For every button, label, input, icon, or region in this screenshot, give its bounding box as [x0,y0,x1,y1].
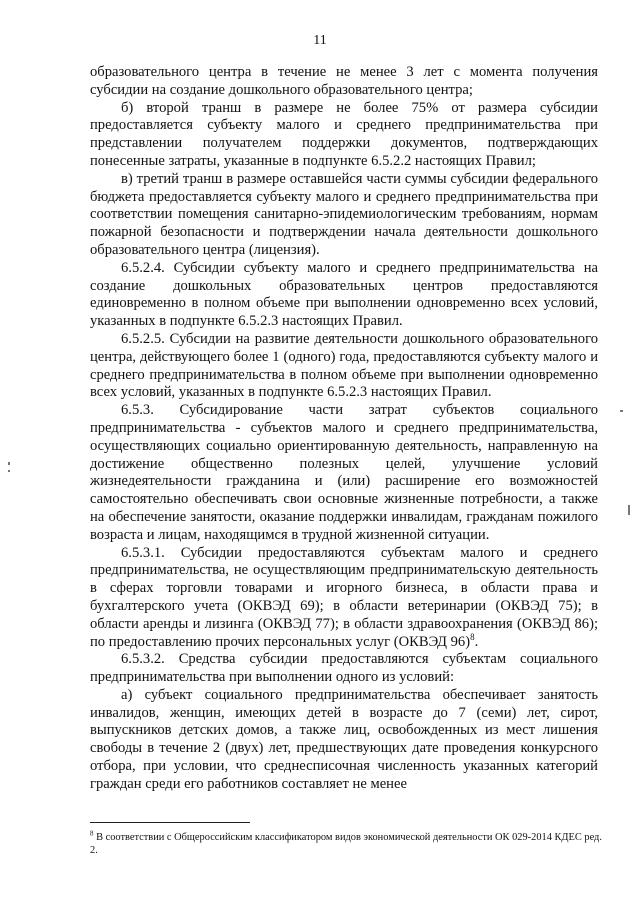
footnote-divider [90,822,250,823]
paragraph: б) второй транш в размере не более 75% от размера субсидии предоставляется субъекту малого и среднего предпринимательства при представлении получателем поддержки документов, подтверждающих понесенные затраты, указанные в подпункте 6.5.2.2 настоящих Правил; [90,99,598,169]
paragraph [90,545,598,652]
paragraph: 6.5.3. Субсидирование части затрат субъектов социального предпринимательства - субъектов малого и среднего предпринимательства, осуществляющих социально ориентированную деятельность, направленную на достижение общественно полезных целей, улучшение условий жизнедеятельности гражданина и (или) расширение его возможностей самостоятельно обеспечивать свои основные жизненные потребности, а также на обеспечение занятости, оказание поддержки инвалидам, гражданам пожилого возраста и лицам, находящимся в трудной жизненной ситуации. [90,402,598,543]
paragraph: а) субъект социального предпринимательства обеспечивает занятость инвалидов, женщин, имеющих детей в возрасте до 7 (семи) лет, сирот, выпускников детских домов, а также лиц, освобожденных из мест лишения свободы в течение 2 (двух) лет, предшествующих дате проведения конкурсного отбора, при условии, что среднесписочная численность указанных категорий граждан среди его работников составляет не менее [90,686,598,792]
body-text [90,64,598,794]
footnote-text: В соответствии с Общероссийским классификатором видов экономической деятельности ОК 029-2014 КДЕС ред. 2. [90,832,602,856]
page-number: 11 [313,33,327,48]
paragraph: 6.5.2.4. Субсидии субъекту малого и среднего предпринимательства на создание дошкольных образовательных центров предоставляются единовременно в полном объеме при выполнении одновременно всех условий, указанных в подпункте 6.5.2.3 настоящих Правил. [90,259,598,330]
footnote [90,831,610,857]
footnote-reference[interactable]: 8 [470,631,475,642]
paragraph: в) третий транш в размере оставшейся части суммы субсидии федерального бюджета предоставляется субъекту малого и среднего предпринимательства при соответствии помещения санитарно-эпидемиологическим требованиям, нормам пожарной безопасности и подтверждении начала деятельности дошкольного образовательного центра (лицензия). [90,170,598,258]
paragraph-text: 6.5.3.1. Субсидии предоставляются субъектам малого и среднего предпринимательства, не осуществляющим предпринимательскую деятельность в сферах торговли товарами и игорного бизнеса, в области права и бухгалтерского учета (ОКВЭД 69); в области ветеринарии (ОКВЭД 75); в области аренды и лизинга (ОКВЭД 77); в области здравоохранения (ОКВЭД 86); по предоставлению прочих персональных услуг (ОКВЭД 96) [90,544,598,650]
paragraph: 6.5.2.5. Субсидии на развитие деятельности дошкольного образовательного центра, действующего более 1 (одного) года, предоставляются субъекту малого и среднего предпринимательства в полном объеме при выполнении одновременно всех условий, указанных в подпункте 6.5.2.3 настоящих Правил. [90,330,598,401]
paragraph: 6.5.3.2. Средства субсидии предоставляются субъектам социального предпринимательства при выполнении одного из условий: [90,651,598,686]
paragraph: образовательного центра в течение не менее 3 лет с момента получения субсидии на создание дошкольного образовательного центра; [90,64,598,98]
footnote-marker: 8 [90,829,94,838]
paragraph-end-punctuation: . [474,633,479,650]
scan-artifact [620,410,623,412]
scan-artifact [8,470,10,472]
scan-artifact [628,505,630,515]
scan-artifact [8,462,10,465]
